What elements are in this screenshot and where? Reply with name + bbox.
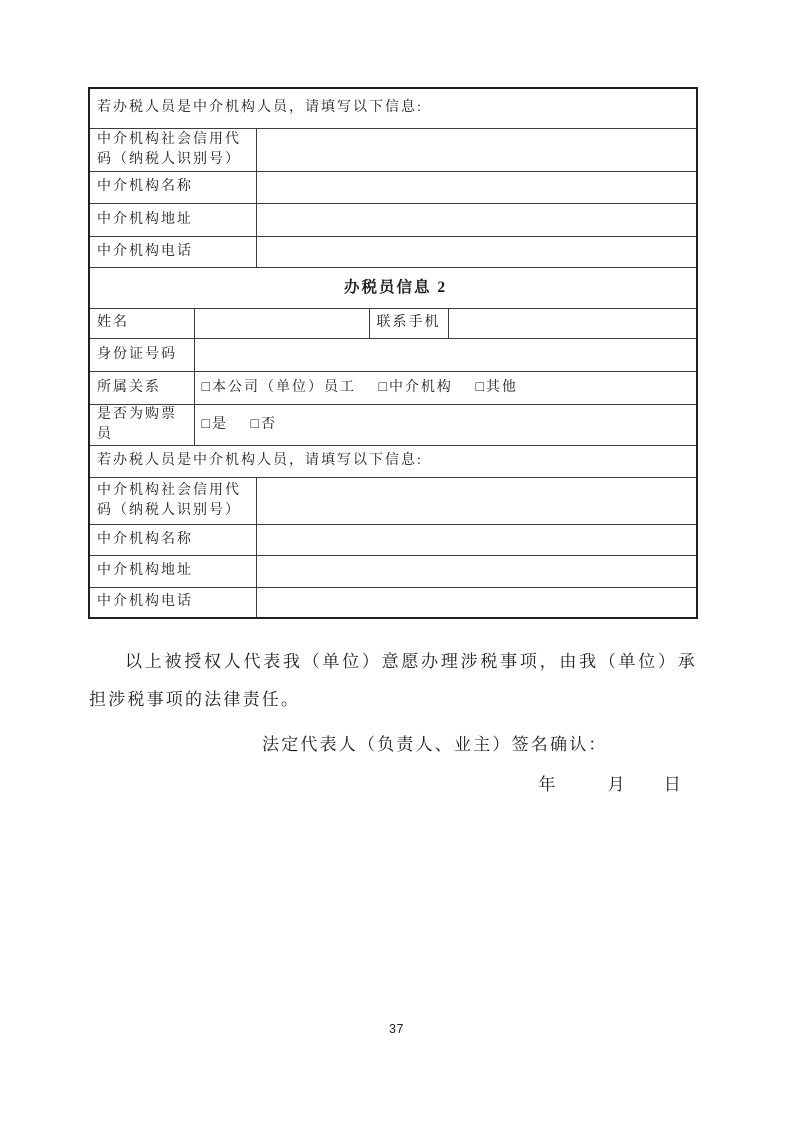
clerk2-relation-label: 所属关系	[89, 371, 194, 404]
tax-clerk-form-table	[88, 87, 698, 619]
intermediary2-credit-code-label: 中介机构社会信用代码（纳税人识别号）	[89, 477, 256, 524]
clerk2-mobile-label: 联系手机	[369, 308, 448, 338]
checkbox-icon: □	[475, 379, 484, 395]
footer-section	[89, 610, 697, 800]
signature-confirm-line: 法定代表人（负责人、业主）签名确认：	[262, 735, 608, 754]
intermediary1-address-label: 中介机构地址	[89, 203, 256, 236]
intermediary2-address-field[interactable]	[256, 555, 697, 587]
table-row	[89, 236, 697, 267]
table-row	[89, 203, 697, 236]
clerk2-purchaser-options	[194, 404, 697, 445]
checkbox-icon: □	[201, 379, 210, 395]
checkbox-option-other[interactable]	[475, 378, 517, 398]
clerk2-mobile-field[interactable]	[448, 308, 697, 338]
clerk2-id-field[interactable]	[194, 338, 697, 371]
clerk2-name-field[interactable]	[194, 308, 369, 338]
table-row	[89, 445, 697, 477]
table-row	[89, 88, 697, 128]
date-line	[89, 770, 697, 800]
clerk2-id-label: 身份证号码	[89, 338, 194, 371]
intermediary1-phone-label: 中介机构电话	[89, 236, 256, 267]
checkbox-label: 中介机构	[388, 379, 453, 395]
intermediary2-credit-code-field[interactable]	[256, 477, 697, 524]
intermediary1-name-label: 中介机构名称	[89, 171, 256, 203]
table-row	[89, 171, 697, 203]
clerk2-purchaser-label: 是否为购票员	[89, 404, 194, 445]
table-row	[89, 524, 697, 555]
checkbox-label: 其他	[485, 379, 518, 395]
intermediary1-credit-code-field[interactable]	[256, 128, 697, 171]
intermediary2-phone-label: 中介机构电话	[89, 587, 256, 618]
checkbox-label: 否	[260, 416, 277, 432]
table-row	[89, 555, 697, 587]
table-row	[89, 371, 697, 404]
clerk2-section-title: 办税员信息 2	[89, 267, 697, 308]
checkbox-icon: □	[201, 416, 210, 432]
intermediary1-phone-field[interactable]	[256, 236, 697, 267]
checkbox-option-no[interactable]	[250, 415, 276, 435]
date-month-label: 月	[607, 775, 627, 794]
table-row	[89, 477, 697, 524]
checkbox-label: 是	[211, 416, 228, 432]
intermediary1-credit-code-label: 中介机构社会信用代码（纳税人识别号）	[89, 128, 256, 171]
checkbox-option-intermediary[interactable]	[378, 378, 452, 398]
intermediary1-note: 若办税人员是中介机构人员，请填写以下信息:	[89, 88, 697, 128]
table-row	[89, 404, 697, 445]
table-row	[89, 128, 697, 171]
table-row	[89, 308, 697, 338]
intermediary2-name-label: 中介机构名称	[89, 524, 256, 555]
intermediary2-address-label: 中介机构地址	[89, 555, 256, 587]
intermediary1-name-field[interactable]	[256, 171, 697, 203]
intermediary2-name-field[interactable]	[256, 524, 697, 555]
legal-statement: 以上被授权人代表我（单位）意愿办理涉税事项，由我（单位）承担涉税事项的法律责任。	[89, 652, 697, 709]
checkbox-option-company-employee[interactable]	[202, 378, 356, 398]
clerk2-relation-options	[194, 371, 697, 404]
checkbox-icon: □	[250, 416, 259, 432]
intermediary2-note: 若办税人员是中介机构人员，请填写以下信息:	[89, 445, 697, 477]
date-day-label: 日	[663, 775, 683, 794]
checkbox-option-yes[interactable]	[202, 415, 228, 435]
date-year-label: 年	[538, 775, 558, 794]
page-number: 37	[389, 1022, 404, 1036]
checkbox-icon: □	[378, 379, 387, 395]
table-row	[89, 338, 697, 371]
clerk2-name-label: 姓名	[89, 308, 194, 338]
intermediary1-address-field[interactable]	[256, 203, 697, 236]
table-row	[89, 267, 697, 308]
checkbox-label: 本公司（单位）员工	[211, 379, 356, 395]
